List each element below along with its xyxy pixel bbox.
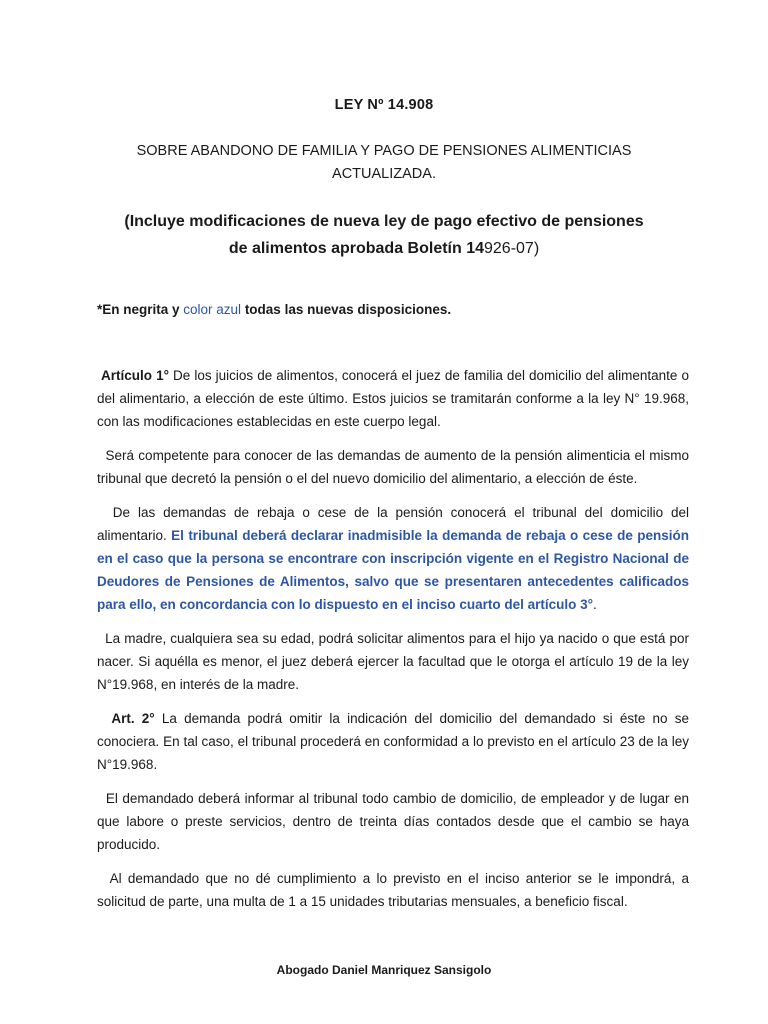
paragraph-multa-text: Al demandado que no dé cumplimiento a lo previsto en el inciso anterior se le impondrá, a solicitud de parte, una multa de 1 a 15 unidades tributarias mensuales, a beneficio fiscal. [97,871,689,909]
paragraph-madre [97,627,689,696]
article-2-text: La demanda podrá omitir la indicación del domicilio del demandado si éste no se conociera. En tal caso, el tribunal procederá en conformidad a lo previsto en el artículo 23 de la ley N°19.968. [97,711,689,772]
legend-note [97,302,451,317]
paragraph-rebaja-normal: De las demandas de rebaja o cese de la pensión conocerá el tribunal del domicilio del alimentario. [97,505,689,543]
law-title: LEY Nº 14.908 [334,97,434,113]
paragraph-competence-text: Será competente para conocer de las demandas de aumento de la pensión alimenticia el mismo tribunal que decretó la pensión o el del nuevo domicilio del alimentario, a elección de éste. [97,448,689,486]
article-2-heading: Art. 2° [111,711,155,726]
law-subtitle [110,140,658,186]
legend-note-suffix: todas las nuevas disposiciones. [241,302,452,317]
subtitle-line-1: SOBRE ABANDONO DE FAMILIA Y PAGO DE PENSIONES ALIMENTICIAS [136,143,632,159]
article-1-heading: Artículo 1° [101,368,170,383]
paragraph-rebaja-end: . [593,597,597,612]
article-1-text: De los juicios de alimentos, conocerá el juez de familia del domicilio del alimentante o del alimentario, a elección de este último. Estos juicios se tramitarán conforme a la ley N° 19.968, con las modificaciones establecidas en este cuerpo legal. [97,368,689,429]
paragraph-domicilio-text: El demandado deberá informar al tribunal todo cambio de domicilio, de empleador y de lugar en que labore o preste servicios, dentro de treinta días contados desde que el cambio se haya producido. [97,791,689,852]
paragraph-competence [97,444,689,490]
includes-note-normal-part: 926-07) [484,240,540,257]
includes-note-bold-part: de alimentos aprobada Boletín 14 [228,240,484,257]
paragraph-multa [97,867,689,913]
paragraph-madre-text: La madre, cualquiera sea su edad, podrá solicitar alimentos para el hijo ya nacido o que está por nacer. Si aquélla es menor, el juez deberá ejercer la facultad que le otorga el artículo 19 de la ley N°19.968, en interés de la madre. [97,631,689,692]
paragraph-rebaja [97,501,689,616]
subtitle-line-2: ACTUALIZADA. [332,166,436,182]
paragraph-rebaja-new-provision: El tribunal deberá declarar inadmisible la demanda de rebaja o cese de pensión en el caso que la persona se encontrare con inscripción vigente en el Registro Nacional de Deudores de Pensiones de Alimentos, salvo que se presentaren antecedentes calificados para ello, en concordancia con lo dispuesto en el inciso cuarto del artículo 3° [97,528,689,612]
legend-note-blue-text: color azul [183,302,242,317]
document-body [97,364,689,924]
footer-author: Abogado Daniel Manriquez Sansigolo [276,963,492,977]
article-1-paragraph [97,364,689,433]
includes-note [110,208,658,262]
includes-note-line-2 [110,235,658,262]
legend-note-prefix: *En negrita y [97,302,184,317]
paragraph-domicilio [97,787,689,856]
includes-note-line-1: (Incluye modificaciones de nueva ley de pago efectivo de pensiones [124,213,644,230]
article-2-paragraph [97,707,689,776]
